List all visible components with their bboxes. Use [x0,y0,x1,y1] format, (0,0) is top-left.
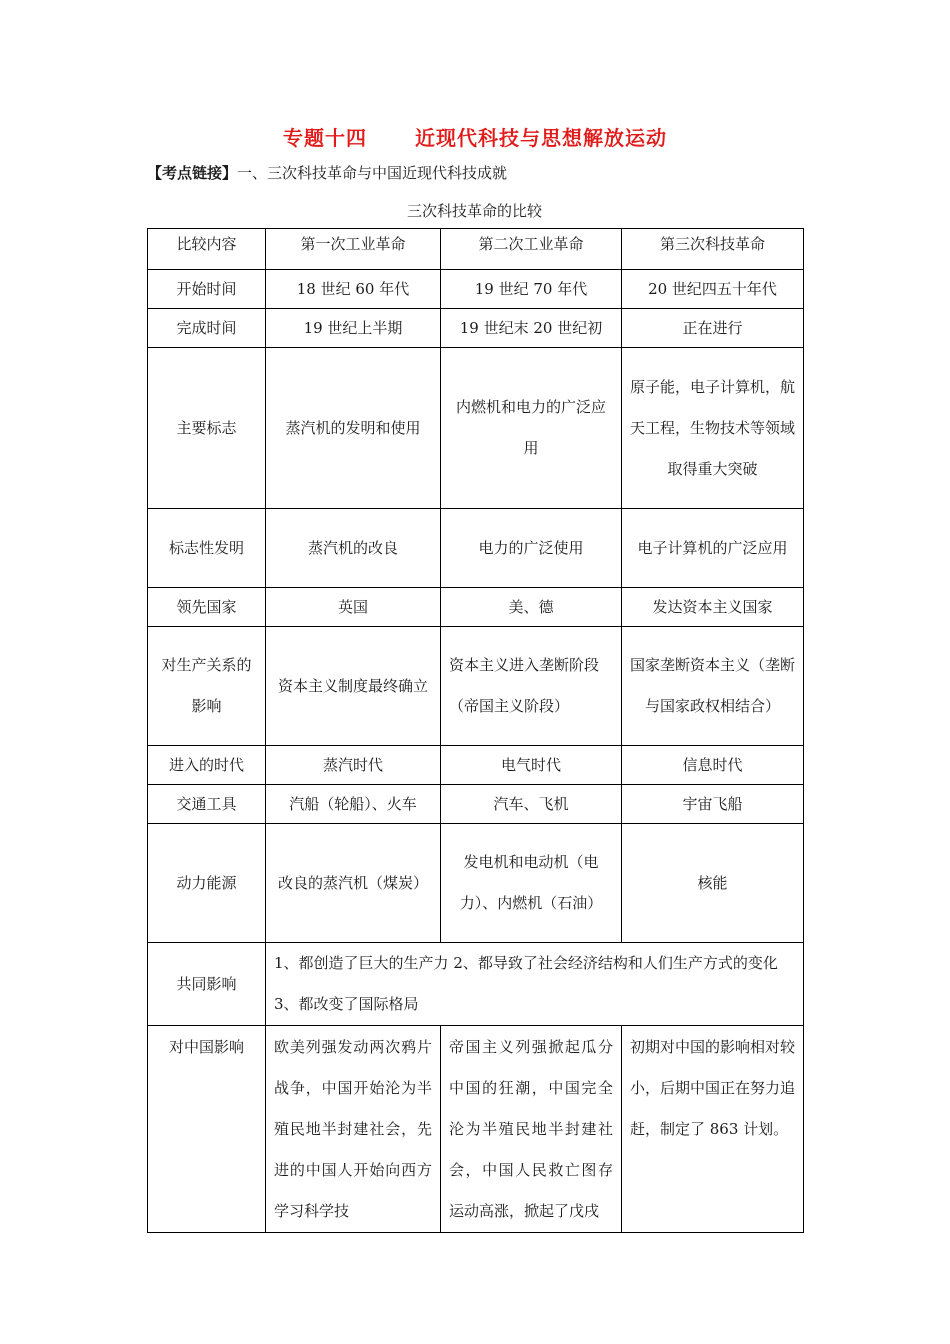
table-row [148,824,804,943]
table-cell: 核能 [622,824,804,943]
table-row [148,348,804,509]
row-label: 主要标志 [148,348,266,509]
title-topic-name: 近现代科技与思想解放运动 [415,126,667,150]
table-cell: 电气时代 [441,746,622,785]
header-cell: 第二次工业革命 [441,229,622,270]
table-cell: 内燃机和电力的广泛应用 [441,348,622,509]
china-impact-cell: 帝国主义列强掀起瓜分中国的狂潮，中国完全沦为半殖民地半封建社会，中国人民救亡图存运动高涨，掀起了戊戌 [441,1026,622,1233]
table-cell: 蒸汽时代 [266,746,441,785]
row-label: 对生产关系的影响 [148,627,266,746]
table-cell: 发达资本主义国家 [622,588,804,627]
table-cell: 改良的蒸汽机（煤炭） [266,824,441,943]
section-heading [147,162,507,183]
common-impact-cell: 1、都创造了巨大的生产力 2、都导致了社会经济结构和人们生产方式的变化 3、都改变了国际格局 [266,943,804,1026]
section-tag: 【考点链接】 [147,164,238,182]
table-row-common-impact [148,943,804,1026]
table-cell: 汽船（轮船）、火车 [266,785,441,824]
table-row [148,270,804,309]
table-cell: 原子能，电子计算机，航天工程，生物技术等领域取得重大突破 [622,348,804,509]
header-cell: 第三次科技革命 [622,229,804,270]
header-cell: 比较内容 [148,229,266,270]
table-cell: 19 世纪 70 年代 [441,270,622,309]
table-header-row [148,229,804,270]
table-cell: 正在进行 [622,309,804,348]
table-cell: 电力的广泛使用 [441,509,622,588]
table-cell: 电子计算机的广泛应用 [622,509,804,588]
title-topic-number: 专题十四 [283,126,367,150]
table-cell: 蒸汽机的发明和使用 [266,348,441,509]
row-label: 交通工具 [148,785,266,824]
table-cell: 信息时代 [622,746,804,785]
table-cell: 国家垄断资本主义（垄断与国家政权相结合） [622,627,804,746]
china-impact-cell: 初期对中国的影响相对较小，后期中国正在努力追赶，制定了 863 计划。 [622,1026,804,1233]
comparison-table [147,228,804,1233]
row-label: 开始时间 [148,270,266,309]
table-cell: 美、德 [441,588,622,627]
china-impact-cell: 欧美列强发动两次鸦片战争，中国开始沦为半殖民地半封建社会，先进的中国人开始向西方学习科学技 [266,1026,441,1233]
row-label: 动力能源 [148,824,266,943]
table-cell: 19 世纪上半期 [266,309,441,348]
table-cell: 资本主义制度最终确立 [266,627,441,746]
row-label: 共同影响 [148,943,266,1026]
row-label: 完成时间 [148,309,266,348]
table-cell: 资本主义进入垄断阶段（帝国主义阶段） [441,627,622,746]
table-cell: 汽车、飞机 [441,785,622,824]
table-row [148,588,804,627]
table-row [148,627,804,746]
table-cell: 18 世纪 60 年代 [266,270,441,309]
document-title [0,122,950,151]
table-row-china-impact [148,1026,804,1233]
row-label: 对中国影响 [148,1026,266,1233]
table-cell: 20 世纪四五十年代 [622,270,804,309]
header-cell: 第一次工业革命 [266,229,441,270]
table-cell: 蒸汽机的改良 [266,509,441,588]
table-cell: 19 世纪末 20 世纪初 [441,309,622,348]
table-row [148,785,804,824]
table-cell: 英国 [266,588,441,627]
row-label: 标志性发明 [148,509,266,588]
table-row [148,509,804,588]
table-row [148,746,804,785]
table-cell: 宇宙飞船 [622,785,804,824]
table-caption: 三次科技革命的比较 [406,202,542,220]
row-label: 进入的时代 [148,746,266,785]
section-text: 一、三次科技革命与中国近现代科技成就 [237,164,508,182]
table-row [148,309,804,348]
table-cell: 发电机和电动机（电力）、内燃机（石油） [441,824,622,943]
row-label: 领先国家 [148,588,266,627]
